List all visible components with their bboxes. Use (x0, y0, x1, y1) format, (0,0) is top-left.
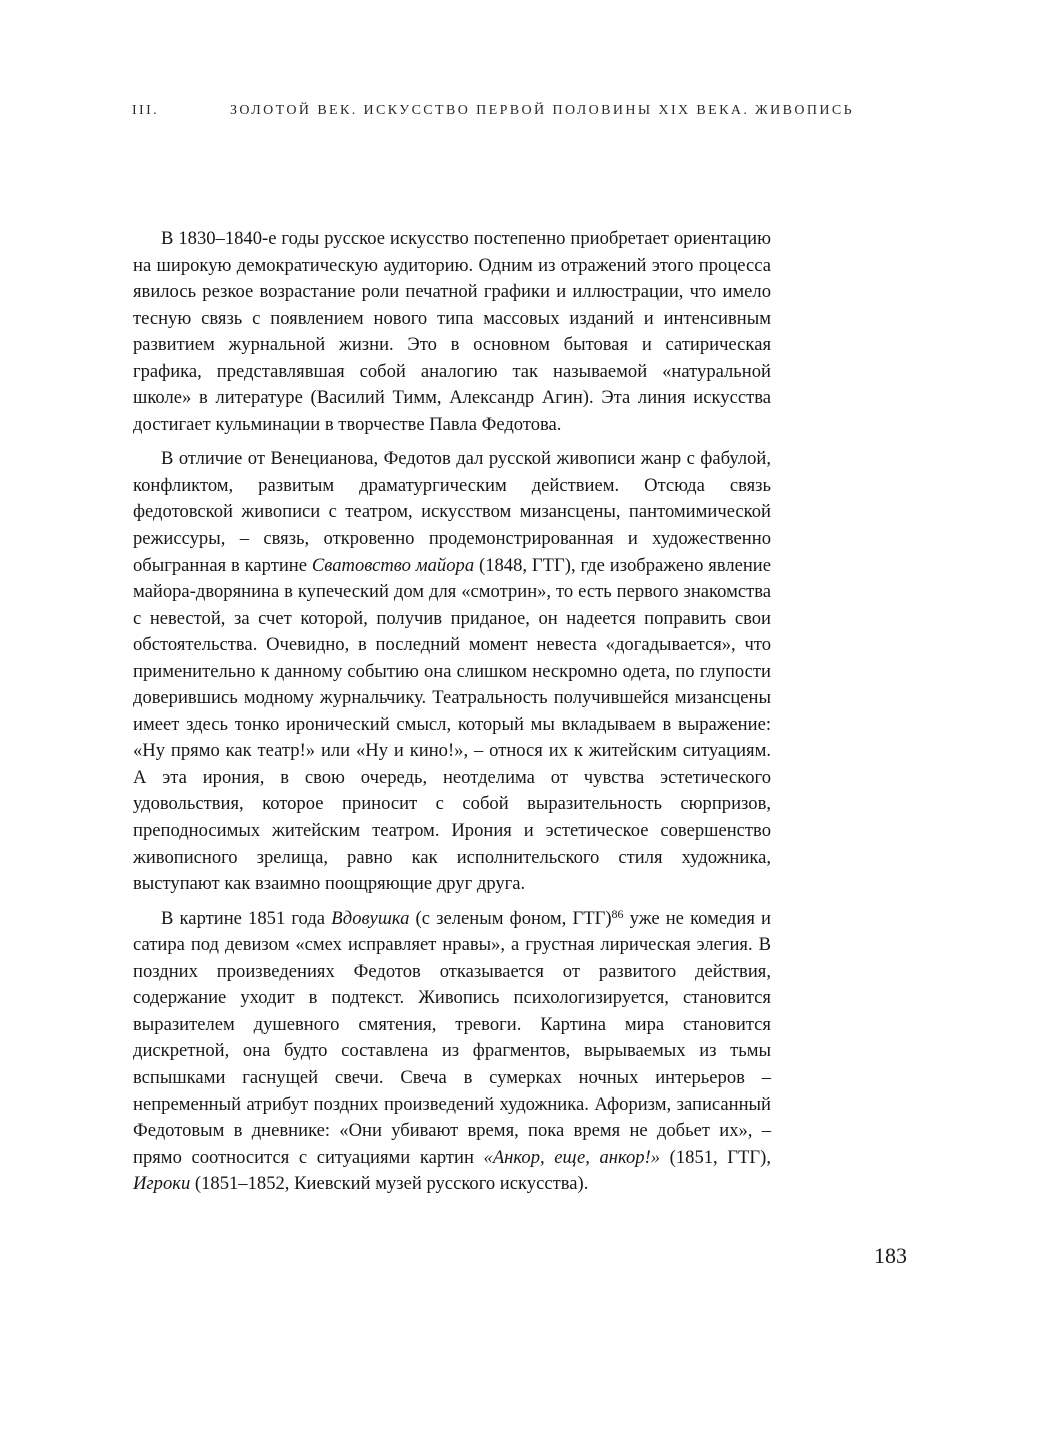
footnote-marker: 86 (611, 906, 624, 921)
artwork-title-vdovushka: Вдовушка (331, 907, 410, 929)
paragraph-3-text-end: (1851–1852, Киевский музей русского искусства). (190, 1173, 589, 1195)
paragraph-3-text-3: уже не комедия и сатира под девизом «смех исправляет нравы», а грустная лирическая элегия. В поздних произведениях Федотов отказывается от развитого действия, содержание уходит в подтекст. Живопись психологизируется, становится выразителем душевного смятения, тревоги. Картина мира становится дискретной, она будто составлена из фрагментов, вырываемых из тьмы вспышками гаснущей свечи. Свеча в сумерках ночных интерьеров – непременный атрибут поздних произведений художника. Афоризм, записанный Федотовым в дневнике: «Они убивают время, пока время не добьет их», – прямо соотносится с ситуациями картин (133, 907, 771, 1168)
running-head-title: ЗОЛОТОЙ ВЕК. ИСКУССТВО ПЕРВОЙ ПОЛОВИНЫ XIX ВЕКА. ЖИВОПИСЬ (230, 103, 855, 118)
chapter-number: III. (132, 103, 160, 118)
paragraph-3-text-4: (1851, ГТГ), (660, 1146, 771, 1168)
paragraph-2 (133, 446, 771, 897)
page-number: 183 (874, 1243, 907, 1268)
artwork-title-igroki: Игроки (133, 1173, 191, 1195)
paragraph-2-text-start: В отличие от Венецианова, Федотов дал русской живописи жанр с фабулой, конфликтом, развитым драматургическим действием. Отсюда связь федотовской живописи с театром, искусством мизансцены, пантомимической режиссуры, – связь, откровенно продемонстрированная и художественно обыгранная в картине (133, 448, 771, 576)
paragraph-1 (133, 226, 771, 438)
paragraph-1-text: В 1830–1840-е годы русское искусство постепенно приобретает ориентацию на широкую демократическую аудиторию. Одним из отражений этого процесса явилось резкое возрастание роли печатной графики и иллюстрации, что имело тесную связь с появлением нового типа массовых изданий и интенсивным развитием журнальной жизни. Это в основном бытовая и сатирическая графика, представлявшая собой аналогию так называемой «натуральной школе» в литературе (Василий Тимм, Александр Агин). Эта линия искусства достигает кульминации в творчестве Павла Федотова. (133, 228, 771, 435)
paragraph-3-text-start: В картине 1851 года (161, 907, 332, 929)
body-text (133, 226, 771, 1198)
artwork-title-svatovstvo: Сватовство майора (311, 554, 475, 576)
paragraph-3-text-2: (с зеленым фоном, ГТГ) (409, 907, 612, 929)
paragraph-3 (133, 906, 771, 1198)
paragraph-2-text-end: (1848, ГТГ), где изображено явление майора-дворянина в купеческий дом для «смотрин», то есть первого знакомства с невестой, за счет которой, получив приданое, он надеется поправить свои обстоятельства. Очевидно, в последний момент невеста «догадывается», что применительно к данному событию она слишком нескромно одета, по глупости доверившись модному журнальчику. Театральность получившейся мизансцены имеет здесь тонко иронический смысл, который мы вкладываем в выражение: «Ну прямо как театр!» или «Ну и кино!», – относя их к житейским ситуациям. А эта ирония, в свою очередь, неотделима от чувства эстетического удовольствия, которое приносит с собой выразительность сюрпризов, преподносимых житейским театром. Ирония и эстетическое совершенство живописного зрелища, равно как исполнительского стиля художника, выступают как взаимно поощряющие друг друга. (133, 554, 772, 895)
running-head (132, 103, 892, 119)
artwork-title-ankor: «Анкор, еще, анкор!» (483, 1146, 661, 1168)
